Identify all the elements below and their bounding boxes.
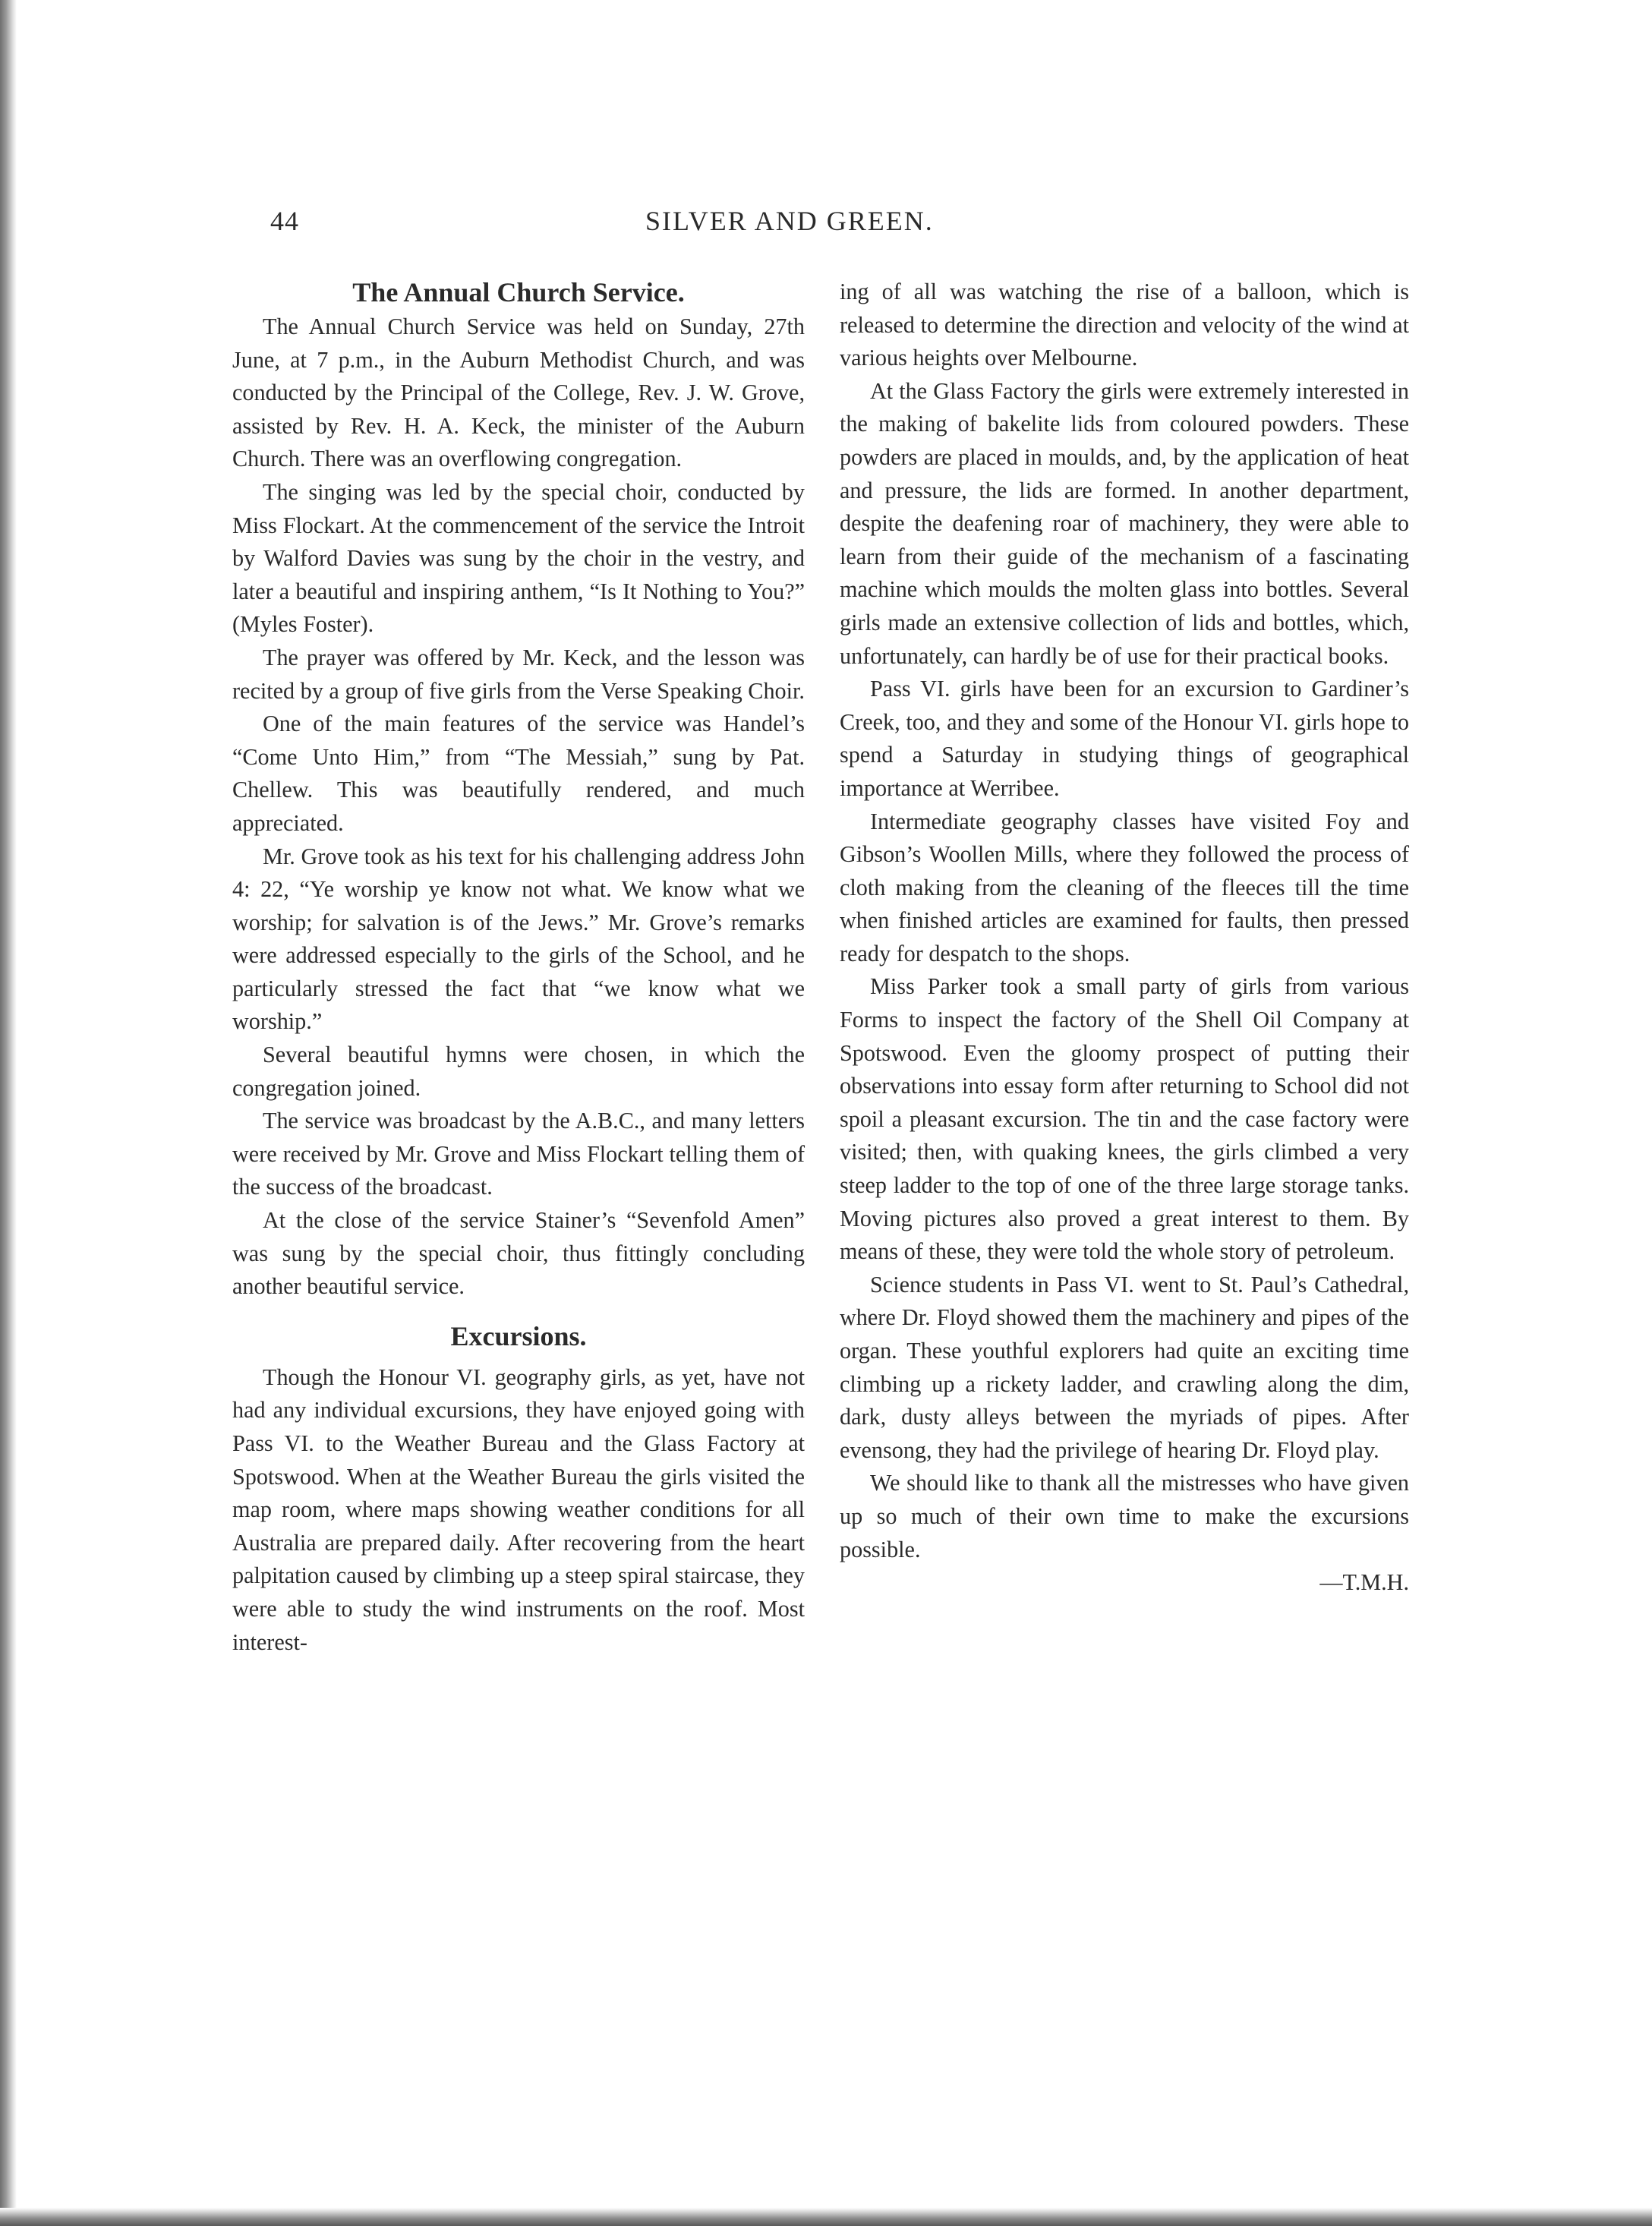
excursions-heading: Excursions. xyxy=(450,1320,587,1351)
excursions-paragraph: Science students in Pass VI. went to St. Paul’s Cathedral, where Dr. Floyd showed them the machinery and pipes of the organ. These youthful explorers had quite an exciting time climbing up a rickety ladder, and crawling along the dim, dark, dusty alleys between the myriads of pipes. After evensong, they had the privilege of hearing Dr. Floyd play. xyxy=(840,1271,1409,1463)
excursions-paragraph: Though the Honour VI. geography girls, as yet, have not had any individual excursions, they have enjoyed going with Pass VI. to the Weather Bureau and the Glass Factory at Spotswood. When at the Weather Bureau the girls visited the map room, where maps showing weather conditions for all Australia are prepared daily. After recovering from the heart palpitation caused by climbing up a steep spiral staircase, they were able to study the wind instruments on the roof. Most interest- xyxy=(232,1364,805,1655)
church-paragraph: The Annual Church Service was held on Sunday, 27th June, at 7 p.m., in the Auburn Methodist Church, and was conducted by the Principal of the College, Rev. J. W. Grove, assisted by Rev. H. A. Keck, the minister of the Auburn Church. There was an overflowing congregation. xyxy=(232,314,805,472)
right-column xyxy=(840,276,1409,1600)
church-paragraph: Mr. Grove took as his text for his challenging address John 4: 22, “Ye worship ye know not what. We know what we worship; for salvation is of the Jews.” Mr. Grove’s remarks were addressed especially to the girls of the School, and he particularly stressed the fact that “we know what we worship.” xyxy=(232,843,805,1035)
left-column xyxy=(232,275,805,1659)
scan-edge-bottom xyxy=(0,2208,1652,2226)
excursions-paragraph: Pass VI. girls have been for an excursion to Gardiner’s Creek, too, and they and some of the Honour VI. girls hope to spend a Saturday in studying things of geographical importance at Werribee. xyxy=(840,676,1409,801)
author-signature: —T.M.H. xyxy=(1319,1569,1409,1596)
excursions-paragraph: Intermediate geography classes have visited Foy and Gibson’s Woollen Mills, where they followed the process of cloth making from the cleaning of the fleeces till the time when finished articles are examined for faults, then pressed ready for despatch to the shops. xyxy=(840,808,1409,966)
page-number: 44 xyxy=(270,206,299,236)
church-paragraph: The prayer was offered by Mr. Keck, and the lesson was recited by a group of five girls from the Verse Speaking Choir. xyxy=(232,644,805,704)
church-paragraph: At the close of the service Stainer’s “Sevenfold Amen” was sung by the special choir, thus fittingly concluding another beautiful service. xyxy=(232,1207,805,1300)
running-title: SILVER AND GREEN. xyxy=(645,206,934,236)
church-paragraph: Several beautiful hymns were chosen, in which the congregation joined. xyxy=(232,1042,805,1101)
scan-edge-left xyxy=(0,0,17,2226)
excursions-continuation: ing of all was watching the rise of a balloon, which is released to determine the direction and velocity of the wind at various heights over Melbourne. xyxy=(840,279,1409,371)
church-paragraph: The singing was led by the special choir, conducted by Miss Flockart. At the commencement of the service the Introit by Walford Davies was sung by the choir in the vestry, and later a beautiful and inspiring anthem, “Is It Nothing to You?” (Myles Foster). xyxy=(232,478,805,638)
excursions-paragraph: Miss Parker took a small party of girls from various Forms to inspect the factory of the Shell Oil Company at Spotswood. Even the gloomy prospect of putting their observations into essay form after returning to School did not spoil a pleasant excursion. The tin and the case factory were visited; then, with quaking knees, the girls climbed a very steep ladder to the top of one of the three large storage tanks. Moving pictures also proved a great interest to them. By means of these, they were told the whole story of petroleum. xyxy=(840,973,1409,1265)
excursions-paragraph: At the Glass Factory the girls were extremely interested in the making of bakelite lids from coloured powders. These powders are placed in moulds, and, by the application of heat and pressure, the lids are formed. In another department, despite the deafening roar of machinery, they were able to learn from their guide of the mechanism of a fascinating machine which moulds the molten glass into bottles. Several girls made an extensive collection of lids and bottles, which, unfortunately, can hardly be of use for their practical books. xyxy=(840,377,1409,669)
church-paragraph: The service was broadcast by the A.B.C., and many letters were received by Mr. Grove and Miss Flockart telling them of the success of the broadcast. xyxy=(232,1108,805,1200)
church-paragraph: One of the main features of the service was Handel’s “Come Unto Him,” from “The Messiah,” sung by Pat. Chellew. This was beautifully rendered, and much appreciated. xyxy=(232,711,805,836)
excursions-paragraph: We should like to thank all the mistresses who have given up so much of their own time to make the excursions possible. xyxy=(840,1470,1409,1562)
church-service-heading: The Annual Church Service. xyxy=(352,277,685,307)
